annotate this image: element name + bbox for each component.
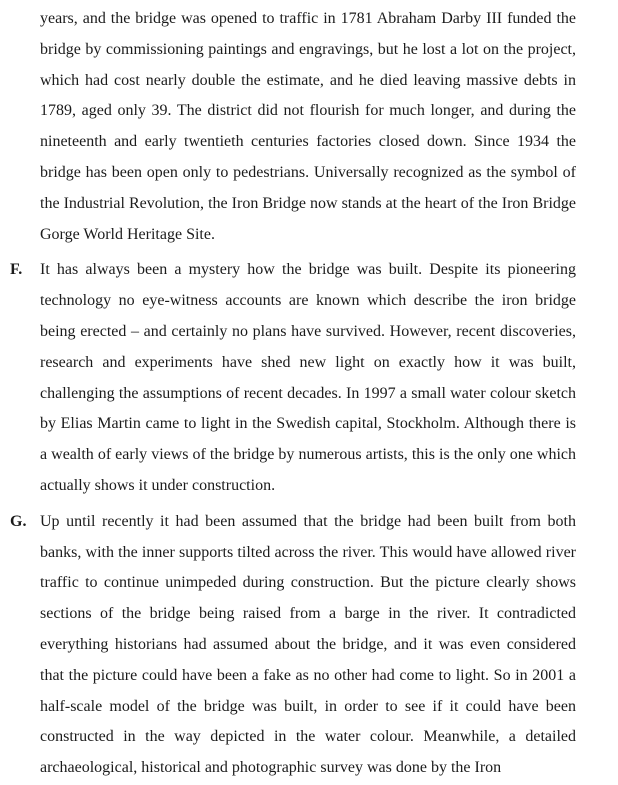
paragraph-text: It has always been a mystery how the bridge was built. Despite its pioneering technology no eye-witness accounts are known which describe the iron bridge being erected – and certainly no plans have survived. However, recent discoveries, research and experiments have shed new light on exactly how it was built, challenging the assumptions of recent decades. In 1997 a small water colour sketch by Elias Martin came to light in the Swedish capital, Stockholm. Although there is a wealth of early views of the bridge by numerous artists, this is the only one which actually shows it under construction. [40,261,576,494]
paragraph-f [10,255,576,501]
paragraph-label-g: G. [10,512,27,530]
paragraph-label-f: F. [10,261,23,279]
paragraph-text: years, and the bridge was opened to traffic in 1781 Abraham Darby III funded the bridge by commissioning paintings and engravings, but he lost a lot on the project, which had cost nearly double the estimate, and he died leaving massive debts in 1789, aged only 39. The district did not flourish for much longer, and during the nineteenth and early twentieth centuries factories closed down. Since 1934 the bridge has been open only to pedestrians. Universally recognized as the symbol of the Industrial Revolution, the Iron Bridge now stands at the heart of the Iron Bridge Gorge World Heritage Site. [40,10,576,243]
paragraph-continuation [40,4,576,250]
paragraph-g [10,507,576,784]
paragraph-text: Up until recently it had been assumed that the bridge had been built from both banks, with the inner supports tilted across the river. This would have allowed river traffic to continue unimpeded during construction. But the picture clearly shows sections of the bridge being raised from a barge in the river. It contradicted everything historians had assumed about the bridge, and it was even considered that the picture could have been a fake as no other had come to light. So in 2001 a half-scale model of the bridge was built, in order to see if it could have been constructed in the way depicted in the water colour. Meanwhile, a detailed archaeological, historical and photographic survey was done by the Iron [40,512,576,777]
